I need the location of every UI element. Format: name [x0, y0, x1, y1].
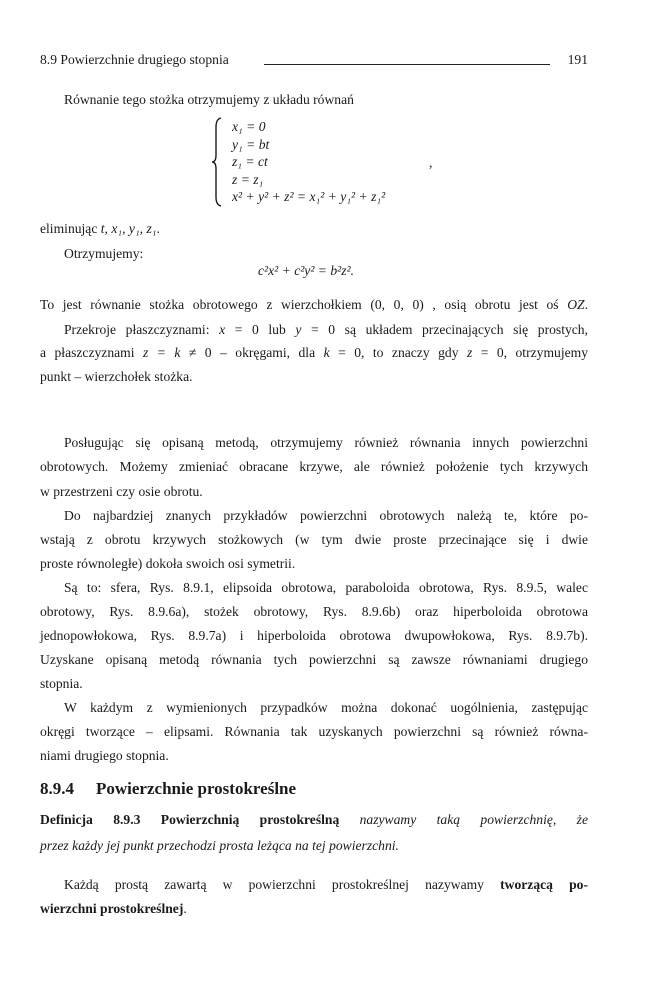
text-segment: nazywamy taką powierzchnię, że	[359, 812, 588, 827]
text-line	[40, 295, 588, 315]
system-equation: y₁ = bt	[232, 137, 270, 152]
text-line	[40, 722, 588, 742]
text-line	[64, 244, 143, 264]
page-number: 191	[567, 52, 588, 67]
result-equation: c²x² + c²y² = b²z².	[258, 263, 355, 278]
text-line	[40, 836, 399, 856]
text-segment: tworzącą po-	[500, 877, 588, 892]
text-segment: = 0, to znaczy gdy	[329, 345, 467, 360]
system-trailing-comma: ,	[429, 155, 433, 170]
text-line	[64, 90, 354, 110]
section-title: Powierzchnie prostokreślne	[96, 779, 297, 798]
text-segment: w przestrzeni czy osie obrotu.	[40, 484, 203, 499]
text-segment: niami drugiego stopnia.	[40, 748, 169, 763]
text-line	[40, 899, 187, 919]
text-line	[40, 219, 160, 239]
text-line	[64, 875, 588, 895]
text-segment: Równanie tego stożka otrzymujemy z układu równań	[64, 92, 354, 107]
text-segment: wstają z obrotu krzywych stożkowych (w tym dwie proste przecinające się i dwie	[40, 532, 588, 547]
definition-line	[40, 810, 588, 830]
text-segment: OZ	[567, 297, 585, 312]
text-line	[64, 320, 588, 340]
text-segment: = 0 są układem przecinających się prostych,	[301, 322, 589, 337]
text-segment: obrotowych. Możemy zmieniać obracane krzywe, ale również położenie tych krzywych	[40, 459, 588, 474]
text-segment: Otrzymujemy:	[64, 246, 144, 261]
text-line	[64, 698, 588, 718]
text-segment: jednopowłokowa, Rys. 8.9.7a) i hiperboloida obrotowa dwupowłokowa, Rys. 8.9.7b).	[40, 628, 588, 643]
text-segment: .	[584, 297, 588, 312]
text-segment: z	[466, 345, 473, 360]
text-line	[40, 457, 588, 477]
text-segment: Przekroje płaszczyznami:	[64, 322, 220, 337]
text-line	[40, 674, 83, 694]
header-section-title: 8.9 Powierzchnie drugiego stopnia	[40, 52, 229, 67]
text-line	[40, 746, 169, 766]
text-line	[40, 650, 588, 670]
text-segment: z = k	[142, 345, 181, 360]
text-line	[40, 554, 295, 574]
text-segment: Uzyskane opisaną metodą równania tych powierzchni są zawsze równaniami drugiego	[40, 652, 588, 667]
text-segment: stopnia.	[40, 676, 83, 691]
text-segment: y	[295, 322, 302, 337]
text-segment: Posługując się opisaną metodą, otrzymujemy również równania innych powierzchni	[64, 435, 588, 450]
section-number: 8.9.4	[40, 779, 74, 798]
text-line	[40, 530, 588, 550]
system-equation: x₁ = 0	[232, 119, 266, 134]
equation-brace	[212, 117, 222, 207]
text-segment: proste równoległe) dokoła swoich osi symetrii.	[40, 556, 296, 571]
text-segment: k	[323, 345, 330, 360]
text-line	[64, 578, 588, 598]
text-segment: = 0 lub	[225, 322, 296, 337]
text-segment: x	[219, 322, 226, 337]
system-equation: z = z₁	[232, 172, 264, 187]
text-segment: Do najbardziej znanych przykładów powierzchni obrotowych należą te, które po-	[64, 508, 588, 523]
text-segment: eliminując	[40, 221, 101, 236]
text-line	[40, 626, 588, 646]
text-line	[64, 433, 588, 453]
text-segment: punkt – wierzchołek stożka.	[40, 369, 193, 384]
text-segment: .	[183, 901, 187, 916]
text-segment: To jest równanie stożka obrotowego z wierzchołkiem (0, 0, 0) , osią obrotu jest oś	[40, 297, 568, 312]
text-segment: przez każdy jej punkt przechodzi prosta leżąca na tej powierzchni.	[40, 838, 399, 853]
section-heading	[40, 779, 296, 799]
text-line	[40, 602, 588, 622]
text-line	[64, 506, 588, 526]
text-line	[40, 343, 588, 363]
header-rule	[264, 64, 550, 65]
system-equation: z₁ = ct	[232, 154, 268, 169]
text-line	[40, 367, 193, 387]
system-equation: x² + y² + z² = x₁² + y₁² + z₁²	[232, 189, 386, 204]
text-segment: a płaszczyznami	[40, 345, 143, 360]
text-line	[40, 482, 203, 502]
text-segment: wierzchni prostokreślnej	[40, 901, 184, 916]
text-segment: Każdą prostą zawartą w powierzchni prostokreślnej nazywamy	[64, 877, 501, 892]
text-segment: = 0, otrzymujemy	[472, 345, 588, 360]
text-segment: Definicja 8.9.3 Powierzchnią prostokreślną	[40, 812, 360, 827]
text-segment: .	[156, 221, 160, 236]
text-segment: obrotowy, Rys. 8.9.6a), stożek obrotowy, Rys. 8.9.6b) oraz hiperboloida obrotowa	[40, 604, 588, 619]
text-segment: Są to: sfera, Rys. 8.9.1, elipsoida obrotowa, paraboloida obrotowa, Rys. 8.9.5, walec	[64, 580, 588, 595]
running-header	[40, 50, 588, 70]
text-segment: ≠ 0 – okręgami, dla	[180, 345, 324, 360]
text-segment: okręgi tworzące – elipsami. Równania tak uzyskanych powierzchni są również równa-	[40, 724, 588, 739]
text-segment: t, x₁, y₁, z₁	[100, 221, 157, 236]
text-segment: W każdym z wymienionych przypadków można dokonać uogólnienia, zastępując	[64, 700, 588, 715]
